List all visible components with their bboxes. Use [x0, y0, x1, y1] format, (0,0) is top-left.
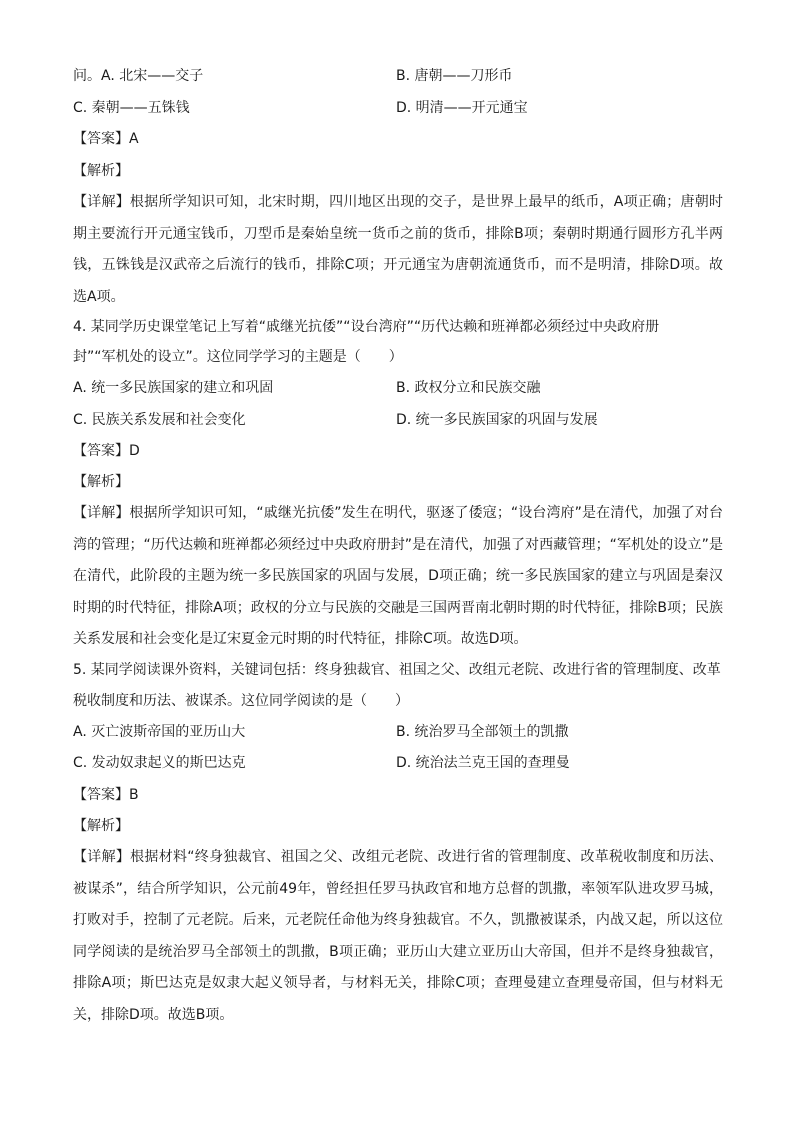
q5-detail: 【详解】根据材料“终身独裁官、祖国之父、改组元老院、改进行省的管理制度、改革税收制度和历法、被谋杀”，结合所学知识，公元前49年，曾经担任罗马执政官和地方总督的凯撒，率领军队进攻罗马城，打败对手，控制了元老院。后来，元老院任命他为终身独裁官。不久，凯撒被谋杀，内战又起，所以这位同学阅读的是统治罗马全部领土的凯撒，B项正确；亚历山大建立亚历山大帝国，但并不是终身独裁官，排除A项；斯巴达克是奴隶大起义领导者，与材料无关，排除C项；查理曼建立查理曼帝国，但与材料无关，排除D项。故选B项。 — [73, 849, 723, 1023]
q5-analysis-heading: 【解析】 — [73, 818, 129, 834]
q3-options-row-2 — [73, 98, 733, 118]
q3-answer: 【答案】A — [73, 131, 139, 147]
q3-option-d: D. 明清——开元通宝 — [396, 100, 528, 116]
q3-option-c: C. 秦朝——五铢钱 — [73, 100, 190, 116]
q4-option-a: A. 统一多民族国家的建立和巩固 — [73, 380, 274, 396]
q3-option-a: 问。A. 北宋——交子 — [73, 68, 204, 84]
q5-options-row-1 — [73, 722, 733, 742]
q4-option-c: C. 民族关系发展和社会变化 — [73, 412, 246, 428]
q5-option-d: D. 统治法兰克王国的查理曼 — [396, 755, 570, 771]
q4-options-row-2 — [73, 410, 733, 430]
q5-option-c: C. 发动奴隶起义的斯巴达克 — [73, 755, 246, 771]
q5-option-b: B. 统治罗马全部领土的凯撒 — [396, 724, 569, 740]
q4-option-b: B. 政权分立和民族交融 — [396, 380, 541, 396]
q4-stem-line-1: 4. 某同学历史课堂笔记上写着“戚继光抗倭”“设台湾府”“历代达赖和班禅都必须经过中央政府册 — [73, 319, 660, 335]
q4-stem-line-2: 封”“军机处的设立”。这位同学学习的主题是（ ） — [73, 349, 403, 365]
q5-options-row-2 — [73, 753, 733, 773]
q3-options-row-1 — [73, 66, 733, 86]
q3-option-b: B. 唐朝——刀形币 — [396, 68, 513, 84]
q5-answer: 【答案】B — [73, 787, 139, 803]
q3-analysis-heading: 【解析】 — [73, 163, 129, 179]
q4-option-d: D. 统一多民族国家的巩固与发展 — [396, 412, 598, 428]
q4-analysis-heading: 【解析】 — [73, 474, 129, 490]
q4-answer: 【答案】D — [73, 443, 140, 459]
q3-detail: 【详解】根据所学知识可知，北宋时期，四川地区出现的交子，是世界上最早的纸币，A项正确；唐朝时期主要流行开元通宝钱币，刀型币是秦始皇统一货币之前的货币，排除B项；秦朝时期通行圆形方孔半两钱，五铢钱是汉武帝之后流行的钱币，排除C项；开元通宝为唐朝流通货币，而不是明清，排除D项。故选A项。 — [73, 194, 723, 305]
q4-detail: 【详解】根据所学知识可知，“戚继光抗倭”发生在明代，驱逐了倭寇；“设台湾府”是在清代，加强了对台湾的管理；“历代达赖和班禅都必须经过中央政府册封”是在清代，加强了对西藏管理；“军机处的设立”是在清代，此阶段的主题为统一多民族国家的巩固与发展，D项正确；统一多民族国家的建立与巩固是秦汉时期的时代特征，排除A项；政权的分立与民族的交融是三国两晋南北朝时期的时代特征，排除B项；民族关系发展和社会变化是辽宋夏金元时期的时代特征，排除C项。故选D项。 — [73, 505, 723, 647]
q5-stem-line-1: 5. 某同学阅读课外资料，关键词包括：终身独裁官、祖国之父、改组元老院、改进行省的管理制度、改革 — [73, 662, 721, 678]
q5-stem-line-2: 税收制度和历法、被谋杀。这位同学阅读的是（ ） — [73, 693, 409, 709]
q4-options-row-1 — [73, 378, 733, 398]
q5-option-a: A. 灭亡波斯帝国的亚历山大 — [73, 724, 246, 740]
